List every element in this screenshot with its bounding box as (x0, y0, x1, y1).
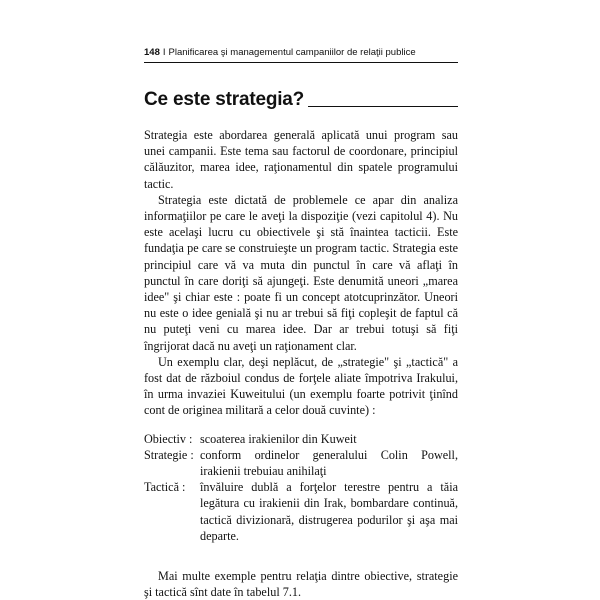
definition-row-strategie (144, 447, 458, 479)
header-separator: I (162, 47, 166, 58)
paragraph-2: Strategia este dictată de problemele ce apar din analiza informaţiilor pe care le aveţi la dispoziţie (vezi capitolul 4). Nu este acelaşi lucru cu obiectivele şi stă înaintea tacticii. Este fundaţia pe care se construieşte un program tactic. Strategia este principiul care vă va muta din punctul în care vă aflaţi în punctul în care doriţi să ajungeţi. Este denumită uneori „marea idee" şi chiar este : poate fi un concept atotcuprinzător. Uneori nu este o idee genială şi nu ar trebui să fiţi copleşit de faptul că nu puteţi veni cu marea idee. Dar ar trebui totuşi să fiţi îngrijorat dacă nu aveţi un raţionament clar. (144, 192, 458, 353)
paragraph-3: Un exemplu clar, deşi neplăcut, de „strategie" şi „tactică" a fost dat de războiul condus de forţele aliate împotriva Irakului, în urma invaziei Kuweitului (un exemplu foarte potrivit ţinînd cont de originea militară a celor două cuvinte) : (144, 354, 458, 418)
page-number: 148 (144, 47, 160, 58)
definition-term: Tactică : (144, 480, 186, 495)
body-text (144, 127, 458, 600)
section-heading (144, 89, 458, 111)
paragraph-1: Strategia este abordarea generală aplicată unui program sau unei campanii. Este tema sau factorul de coordonare, principiul călăuzitor, marea idee, raţionamentul din spatele programului tactic. (144, 128, 458, 191)
definition-desc: conform ordinelor generalului Colin Powell, irakienii trebuiau anihilaţi (200, 447, 458, 479)
definition-row-tactica (144, 479, 458, 544)
definition-desc: învăluire dublă a forţelor terestre pentru a tăia legătura cu irakienii din Irak, bombardare continuă, tactică divizionară, distrugerea podurilor şi aşa mai departe. (200, 480, 458, 543)
closing-paragraph: Mai multe exemple pentru relaţia dintre obiective, strategie şi tactică sînt date în tabelul 7.1. (144, 569, 458, 600)
definition-row-objectiv (144, 431, 458, 447)
definition-term: Obiectiv : (144, 431, 193, 446)
definition-list (144, 431, 458, 544)
title-underline-rule (308, 106, 458, 107)
running-title: Planificarea şi managementul campaniilor de relaţii publice (168, 47, 416, 58)
definition-desc: scoaterea irakienilor din Kuweit (200, 431, 357, 446)
header-rule (144, 62, 458, 63)
definition-term: Strategie : (144, 447, 194, 462)
section-title: Ce este strategia? (144, 89, 305, 110)
running-header (144, 47, 458, 59)
